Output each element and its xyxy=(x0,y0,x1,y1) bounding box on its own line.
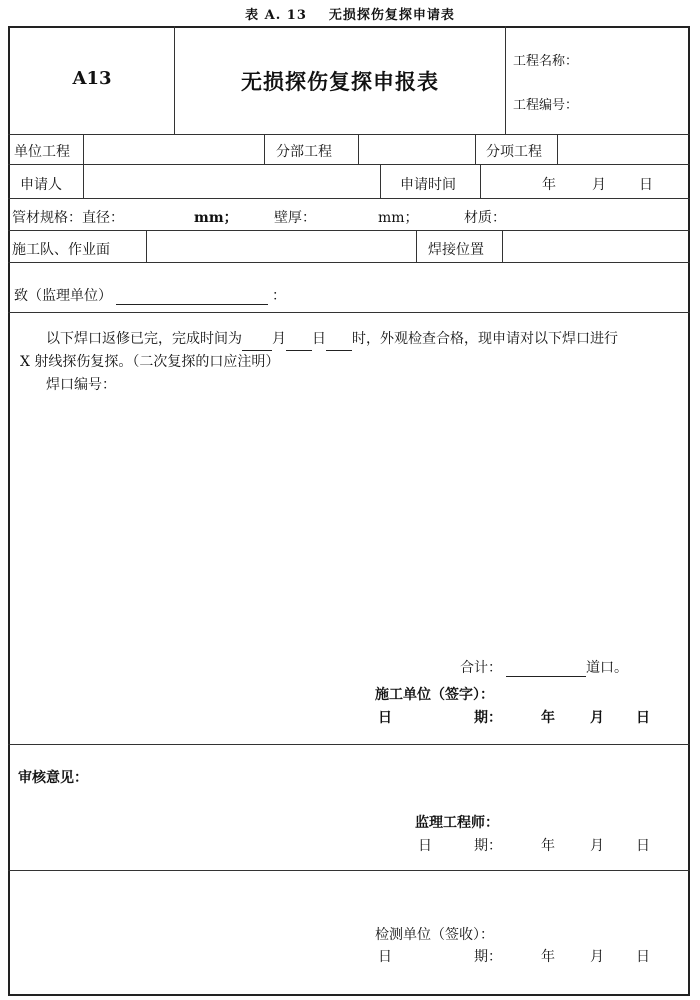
contractor-date-a: 日 xyxy=(378,710,392,726)
total-unit: 道口。 xyxy=(586,660,628,676)
apply-month-label: 月 xyxy=(592,177,606,193)
supervisor-year: 年 xyxy=(541,838,555,854)
apply-time-label: 申请时间 xyxy=(400,177,456,193)
paragraph-line-1 xyxy=(20,328,685,351)
review-opinion-field[interactable] xyxy=(10,790,688,810)
form-title: 无损探伤复探申报表 xyxy=(241,69,439,94)
weld-number-label: 焊口编号： xyxy=(46,377,116,393)
to-supervisor-colon: ： xyxy=(272,288,286,304)
caption-label: 表 A. 13 xyxy=(245,8,307,23)
applicant-label: 申请人 xyxy=(20,177,62,193)
total-line xyxy=(460,657,628,677)
table-caption xyxy=(0,4,700,23)
completion-month-blank[interactable] xyxy=(242,336,272,351)
unit-project-field[interactable] xyxy=(84,135,263,163)
division-project-label: 分部工程 xyxy=(276,144,332,160)
contractor-year: 年 xyxy=(541,710,555,726)
apply-day-label: 日 xyxy=(639,177,653,193)
inspector-month: 月 xyxy=(590,949,604,965)
supervisor-month: 月 xyxy=(590,838,604,854)
unit-project-label: 单位工程 xyxy=(14,144,70,160)
apply-year-label: 年 xyxy=(542,177,556,193)
to-supervisor-line xyxy=(14,285,286,305)
material-label: 材质： xyxy=(464,210,506,226)
rule-body-bottom xyxy=(8,744,690,745)
rule-v-r1d xyxy=(475,134,476,164)
review-opinion-label: 审核意见： xyxy=(18,770,88,786)
completion-month-label: 月 xyxy=(272,331,286,347)
rule-row4 xyxy=(8,262,690,263)
rule-review-bottom xyxy=(8,870,690,871)
paragraph-line-3 xyxy=(20,374,685,397)
inspector-sign-label: 检测单位（签收）： xyxy=(375,927,494,943)
rule-v-r1b xyxy=(264,134,265,164)
supervisor-day: 日 xyxy=(636,838,650,854)
contractor-date-b: 期： xyxy=(474,710,502,726)
contractor-sign-label: 施工单位（签字）： xyxy=(375,687,494,703)
weld-position-label: 焊接位置 xyxy=(428,242,484,258)
inspector-year: 年 xyxy=(541,949,555,965)
item-project-field[interactable] xyxy=(558,135,688,163)
rule-row2 xyxy=(8,198,690,199)
project-no-label: 工程编号： xyxy=(513,98,579,113)
inspector-day: 日 xyxy=(636,949,650,965)
applicant-field[interactable] xyxy=(84,165,379,197)
supervisor-date-b: 期： xyxy=(474,838,502,854)
inspector-date-b: 期： xyxy=(474,949,502,965)
supervisor-date-a: 日 xyxy=(418,838,432,854)
completion-day-label: 日 xyxy=(312,331,326,347)
completion-hour-blank[interactable] xyxy=(326,336,352,351)
item-project-label: 分项工程 xyxy=(486,144,542,160)
supervisor-sign-label: 监理工程师： xyxy=(415,815,499,831)
supervisor-unit-blank[interactable] xyxy=(116,290,268,305)
paragraph-line-2: X 射线探伤复探。（二次复探的口应注明） xyxy=(20,354,280,370)
wall-thickness-label: 壁厚： xyxy=(274,210,316,226)
contractor-day: 日 xyxy=(636,710,650,726)
project-name-label: 工程名称： xyxy=(513,54,579,69)
completion-text-a: 以下焊口返修已完，完成时间为 xyxy=(46,331,242,347)
total-count-blank[interactable] xyxy=(506,662,586,677)
rule-to-line xyxy=(8,312,690,313)
inspector-date-a: 日 xyxy=(378,949,392,965)
rule-v-r2b xyxy=(380,164,381,198)
total-label: 合计： xyxy=(460,660,502,676)
rule-v-title xyxy=(505,26,506,134)
form-code: A13 xyxy=(72,68,112,89)
contractor-month: 月 xyxy=(590,710,604,726)
diameter-unit: mm； xyxy=(194,210,238,226)
pipe-spec-label: 管材规格：直径： xyxy=(12,210,124,226)
request-paragraph xyxy=(20,328,685,397)
rule-v-r4b xyxy=(416,230,417,262)
wall-thickness-unit: mm； xyxy=(378,210,419,226)
caption-title: 无损探伤复探申请表 xyxy=(328,8,455,23)
to-supervisor-label: 致（监理单位） xyxy=(14,288,112,304)
completion-day-blank[interactable] xyxy=(286,336,312,351)
weld-position-field[interactable] xyxy=(503,231,688,261)
team-field[interactable] xyxy=(147,231,415,261)
rule-v-r2c xyxy=(480,164,481,198)
division-project-field[interactable] xyxy=(359,135,474,163)
team-label: 施工队、作业面 xyxy=(12,242,110,258)
completion-text-b: 时，外观检查合格，现申请对以下焊口进行 xyxy=(352,331,618,347)
